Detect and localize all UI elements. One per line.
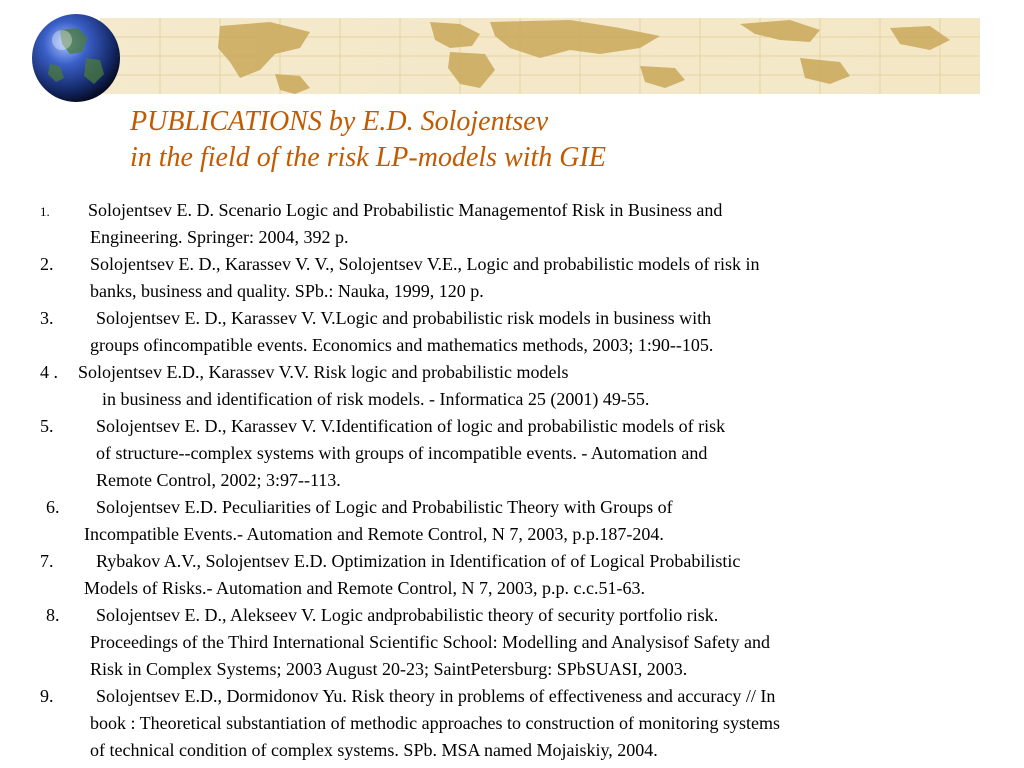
- globe-icon: [30, 12, 122, 104]
- page-title: [130, 104, 606, 176]
- publication-text: Solojentsev E.D. Peculiarities of Logic and Probabilistic Theory with Groups of: [96, 497, 673, 517]
- title-line-1: PUBLICATIONS by E.D. Solojentsev: [130, 106, 549, 137]
- publication-number: 9.: [40, 686, 54, 706]
- world-map-banner: [100, 18, 980, 94]
- publication-text: Solojentsev E. D., Karassev V. V.Identification of logic and probabilistic models of risk: [96, 416, 726, 436]
- publication-text: Engineering. Springer: 2004, 392 p.: [90, 227, 349, 247]
- publication-text: banks, business and quality. SPb.: Nauka, 1999, 120 p.: [90, 281, 484, 301]
- publication-text: Incompatible Events.- Automation and Remote Control, N 7, 2003, p.p.187-204.: [84, 524, 664, 544]
- publication-text: Rybakov A.V., Solojentsev E.D. Optimization in Identification of of Logical Probabilistic: [96, 551, 741, 571]
- publication-text: Remote Control, 2002; 3:97--113.: [96, 470, 341, 490]
- publication-text: of technical condition of complex systems. SPb. MSA named Mojaiskiy, 2004.: [90, 740, 658, 760]
- publication-number: 5.: [40, 416, 54, 436]
- publication-text: of structure--complex systems with groups of incompatible events. - Automation and: [96, 443, 708, 463]
- publications-list: [0, 198, 1024, 768]
- publication-text: Risk in Complex Systems; 2003 August 20-23; SaintPetersburg: SPbSUASI, 2003.: [90, 659, 688, 679]
- publication-text: groups ofincompatible events. Economics and mathematics methods, 2003; 1:90--105.: [90, 335, 714, 355]
- publication-number: 4 .: [40, 362, 58, 382]
- publication-number: 2.: [40, 254, 54, 274]
- publication-number: 3.: [40, 308, 54, 328]
- publication-text: Models of Risks.- Automation and Remote Control, N 7, 2003, p.p. c.c.51-63.: [84, 578, 645, 598]
- publication-text: Solojentsev E.D., Dormidonov Yu. Risk theory in problems of effectiveness and accuracy // In: [96, 686, 776, 706]
- publication-text: book : Theoretical substantiation of methodic approaches to construction of monitoring systems: [90, 713, 781, 733]
- publication-text: in business and identification of risk models. - Informatica 25 (2001) 49-55.: [102, 389, 650, 409]
- publication-text: Solojentsev E. D., Karassev V. V., Solojentsev V.E., Logic and probabilistic models of risk in: [90, 254, 760, 274]
- publication-number: 7.: [40, 551, 54, 571]
- publication-text: Solojentsev E. D., Karassev V. V.Logic and probabilistic risk models in business with: [96, 308, 712, 328]
- publication-text: Solojentsev E. D., Alekseev V. Logic andprobabilistic theory of security portfolio risk.: [96, 605, 719, 625]
- publication-text: Proceedings of the Third International Scientific School: Modelling and Analysisof Safety and: [90, 632, 771, 652]
- title-line-2: in the field of the risk LP-models with GIE: [130, 142, 606, 173]
- publication-number: 8.: [46, 605, 60, 625]
- publication-text: Solojentsev E.D., Karassev V.V. Risk logic and probabilistic models: [78, 362, 569, 382]
- publication-number: 1.: [40, 204, 50, 219]
- publication-text: Solojentsev E. D. Scenario Logic and Probabilistic Managementof Risk in Business and: [88, 200, 723, 220]
- publication-number: 6.: [46, 497, 60, 517]
